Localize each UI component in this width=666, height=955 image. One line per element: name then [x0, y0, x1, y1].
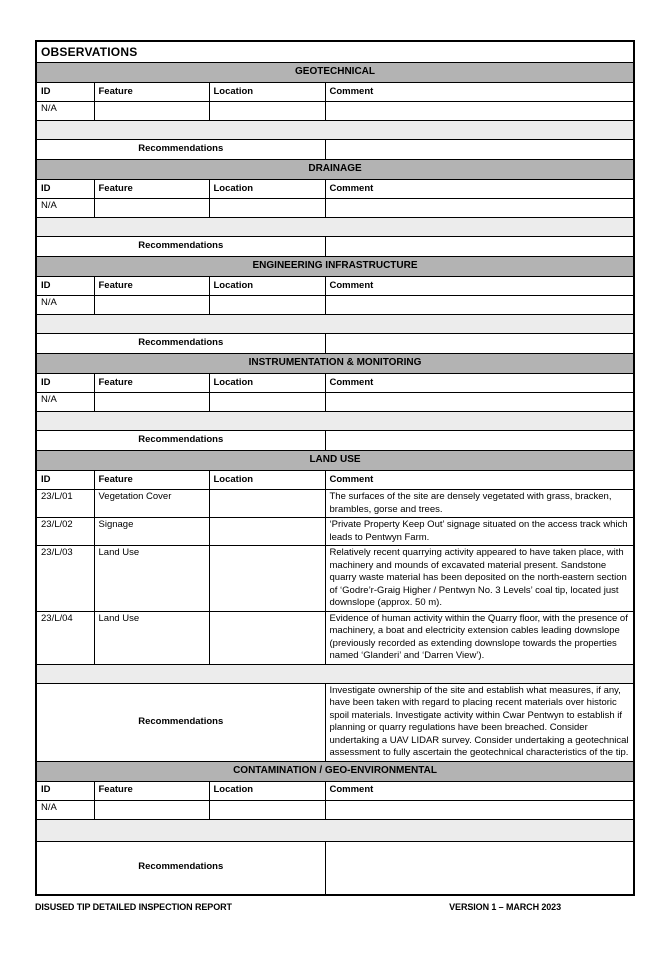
- cell-feature: [94, 199, 209, 218]
- column-header-row: [36, 277, 634, 296]
- cell-location: [209, 490, 325, 518]
- page-title: OBSERVATIONS: [36, 41, 634, 63]
- col-header-feature: Feature: [94, 180, 209, 199]
- cell-id: 23/L/04: [36, 611, 94, 664]
- recommendations-comment: [325, 841, 634, 895]
- table-row: [36, 199, 634, 218]
- recommendations-row: [36, 683, 634, 761]
- column-header-row: [36, 374, 634, 393]
- col-header-comment: Comment: [325, 180, 634, 199]
- spacer-cell: [36, 664, 634, 683]
- recommendations-row: [36, 841, 634, 895]
- spacer-row: [36, 218, 634, 237]
- col-header-id: ID: [36, 83, 94, 102]
- section-contamination-geo-environmental: [36, 761, 634, 781]
- cell-feature: [94, 393, 209, 412]
- col-header-location: Location: [209, 374, 325, 393]
- section-land-use: [36, 451, 634, 471]
- table-row: [36, 393, 634, 412]
- page-footer: [35, 902, 633, 912]
- cell-location: [209, 518, 325, 546]
- cell-id: N/A: [36, 393, 94, 412]
- col-header-location: Location: [209, 83, 325, 102]
- section-title: INSTRUMENTATION & MONITORING: [36, 354, 634, 374]
- cell-location: [209, 546, 325, 612]
- col-header-comment: Comment: [325, 83, 634, 102]
- observations-table: [35, 40, 635, 896]
- recommendations-label: Recommendations: [36, 841, 325, 895]
- recommendations-comment: [325, 237, 634, 257]
- footer-version: VERSION 1 – MARCH 2023: [449, 902, 561, 912]
- cell-comment: Evidence of human activity within the Quarry floor, with the presence of machinery, a boat and electricity extension cables leading downslope (previously recorded as extending downslope towards the properties named ‘Glanderi’ and ‘Darren View’).: [325, 611, 634, 664]
- cell-comment: [325, 296, 634, 315]
- cell-location: [209, 393, 325, 412]
- recommendations-comment: Investigate ownership of the site and establish what measures, if any, have been taken with regard to placing recent materials over historic spoil materials. Investigate activity within Cwar Pentwyn to establish if planning or quarry regulations have been breached. Consider undertaking a UAV LIDAR survey. Consider undertaking a geotechnical assessment to fully ascertain the geotechnical characteristics of the tip.: [325, 683, 634, 761]
- col-header-feature: Feature: [94, 471, 209, 490]
- cell-feature: Vegetation Cover: [94, 490, 209, 518]
- col-header-feature: Feature: [94, 277, 209, 296]
- col-header-location: Location: [209, 180, 325, 199]
- col-header-id: ID: [36, 277, 94, 296]
- col-header-comment: Comment: [325, 471, 634, 490]
- table-row: [36, 546, 634, 612]
- cell-feature: [94, 102, 209, 121]
- footer-report-title: DISUSED TIP DETAILED INSPECTION REPORT: [35, 902, 232, 912]
- section-geotechnical: [36, 63, 634, 83]
- spacer-row: [36, 121, 634, 140]
- section-drainage: [36, 160, 634, 180]
- column-header-row: [36, 781, 634, 800]
- column-header-row: [36, 471, 634, 490]
- recommendations-row: [36, 140, 634, 160]
- recommendations-label: Recommendations: [36, 683, 325, 761]
- col-header-comment: Comment: [325, 277, 634, 296]
- table-row: [36, 611, 634, 664]
- section-title: CONTAMINATION / GEO-ENVIRONMENTAL: [36, 761, 634, 781]
- cell-feature: [94, 296, 209, 315]
- col-header-location: Location: [209, 781, 325, 800]
- cell-id: 23/L/02: [36, 518, 94, 546]
- table-row: [36, 518, 634, 546]
- section-title: ENGINEERING INFRASTRUCTURE: [36, 257, 634, 277]
- cell-location: [209, 102, 325, 121]
- cell-location: [209, 800, 325, 819]
- col-header-location: Location: [209, 277, 325, 296]
- recommendations-comment: [325, 140, 634, 160]
- table-row: [36, 296, 634, 315]
- col-header-feature: Feature: [94, 83, 209, 102]
- recommendations-label: Recommendations: [36, 334, 325, 354]
- cell-location: [209, 611, 325, 664]
- cell-location: [209, 199, 325, 218]
- spacer-row: [36, 412, 634, 431]
- col-header-comment: Comment: [325, 781, 634, 800]
- table-row: [36, 800, 634, 819]
- recommendations-row: [36, 334, 634, 354]
- cell-feature: [94, 800, 209, 819]
- cell-id: N/A: [36, 102, 94, 121]
- cell-feature: Land Use: [94, 611, 209, 664]
- col-header-id: ID: [36, 374, 94, 393]
- cell-comment: ‘Private Property Keep Out’ signage situated on the access track which leads to Pentwyn Farm.: [325, 518, 634, 546]
- spacer-cell: [36, 412, 634, 431]
- section-engineering-infrastructure: [36, 257, 634, 277]
- section-title: DRAINAGE: [36, 160, 634, 180]
- cell-id: N/A: [36, 800, 94, 819]
- cell-comment: Relatively recent quarrying activity appeared to have taken place, with machinery and mounds of excavated material present. Sandstone quarry waste material has been deposited on the north-eastern section of ‘Godre’r-Graig Higher / Pentwyn No. 3 Levels’ coal tip, located just downslope (approx. 50 m).: [325, 546, 634, 612]
- cell-id: N/A: [36, 296, 94, 315]
- col-header-id: ID: [36, 471, 94, 490]
- cell-comment: [325, 102, 634, 121]
- section-title: GEOTECHNICAL: [36, 63, 634, 83]
- col-header-location: Location: [209, 471, 325, 490]
- cell-comment: The surfaces of the site are densely vegetated with grass, bracken, brambles, gorse and trees.: [325, 490, 634, 518]
- cell-id: 23/L/01: [36, 490, 94, 518]
- col-header-id: ID: [36, 781, 94, 800]
- spacer-row: [36, 664, 634, 683]
- cell-location: [209, 296, 325, 315]
- spacer-cell: [36, 121, 634, 140]
- recommendations-row: [36, 431, 634, 451]
- cell-comment: [325, 393, 634, 412]
- cell-comment: [325, 800, 634, 819]
- recommendations-row: [36, 237, 634, 257]
- table-row: [36, 102, 634, 121]
- spacer-cell: [36, 315, 634, 334]
- section-instrumentation-monitoring: [36, 354, 634, 374]
- cell-feature: Land Use: [94, 546, 209, 612]
- col-header-id: ID: [36, 180, 94, 199]
- spacer-cell: [36, 218, 634, 237]
- column-header-row: [36, 83, 634, 102]
- table-row: [36, 490, 634, 518]
- cell-id: N/A: [36, 199, 94, 218]
- recommendations-comment: [325, 334, 634, 354]
- recommendations-label: Recommendations: [36, 431, 325, 451]
- recommendations-label: Recommendations: [36, 140, 325, 160]
- observations-title-row: [36, 41, 634, 63]
- col-header-feature: Feature: [94, 374, 209, 393]
- column-header-row: [36, 180, 634, 199]
- recommendations-label: Recommendations: [36, 237, 325, 257]
- cell-feature: Signage: [94, 518, 209, 546]
- cell-comment: [325, 199, 634, 218]
- spacer-cell: [36, 819, 634, 841]
- recommendations-comment: [325, 431, 634, 451]
- section-title: LAND USE: [36, 451, 634, 471]
- spacer-row: [36, 819, 634, 841]
- spacer-row: [36, 315, 634, 334]
- col-header-feature: Feature: [94, 781, 209, 800]
- col-header-comment: Comment: [325, 374, 634, 393]
- cell-id: 23/L/03: [36, 546, 94, 612]
